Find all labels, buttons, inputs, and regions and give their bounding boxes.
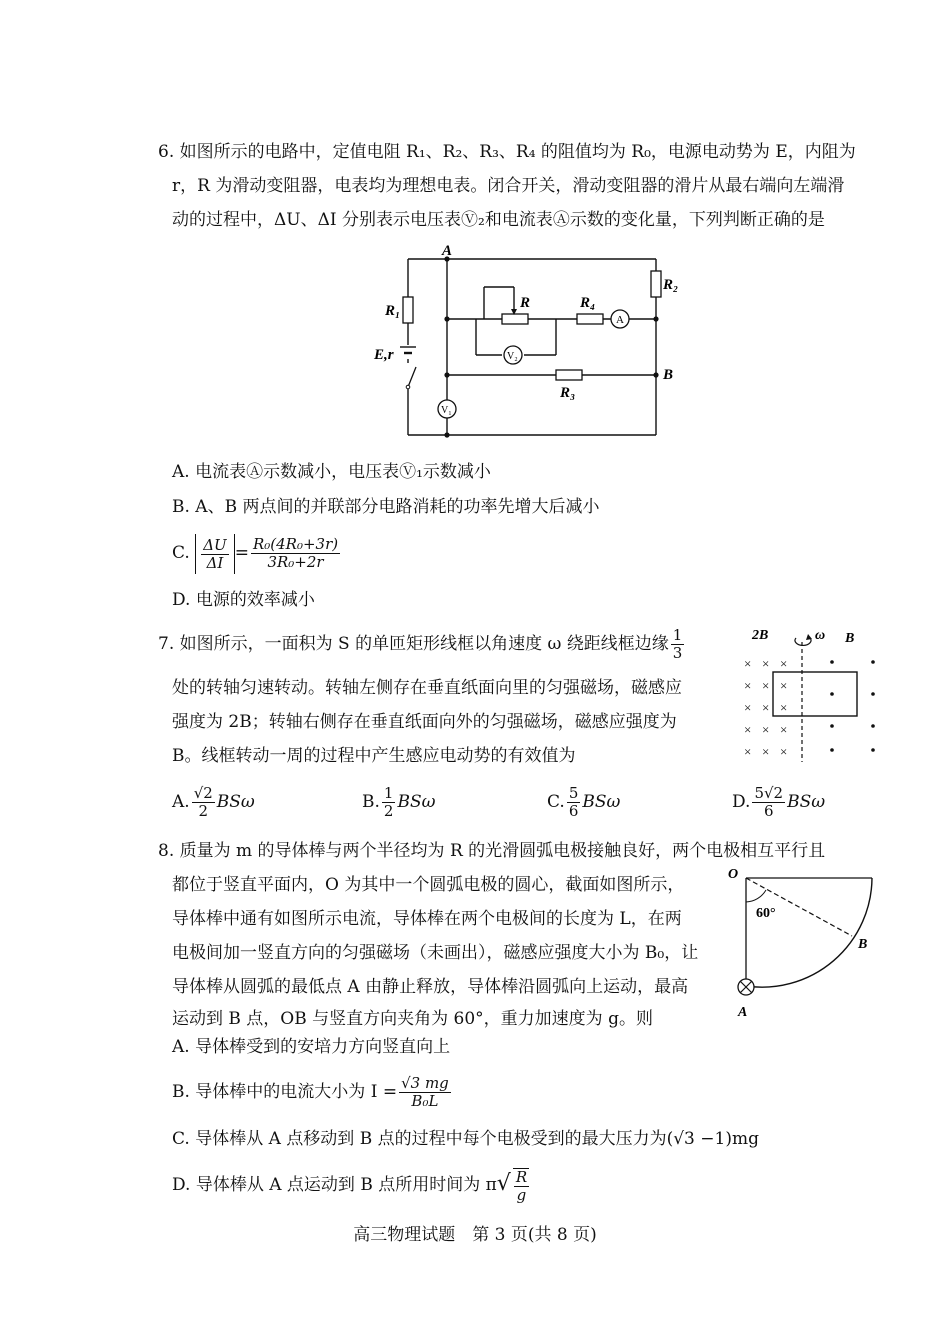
field-b-label: B bbox=[845, 631, 855, 646]
r-label: R bbox=[520, 295, 531, 311]
point-b-label: B bbox=[858, 937, 868, 952]
q6-c-den: 3R₀+2r bbox=[267, 553, 324, 571]
q6-stem-1: 如图所示的电路中，定值电阻 R₁、R₂、R₃、R₄ 的阻值均为 R₀，电源电动势为 E，内阻为 bbox=[179, 142, 856, 162]
svg-text:×: × bbox=[762, 700, 770, 715]
resistor-r1 bbox=[403, 297, 413, 323]
svg-text:×: × bbox=[762, 744, 770, 759]
q7-option-b: B. $\frac{1}{2}$ BSω bbox=[362, 784, 436, 820]
q8-d-den: g bbox=[516, 1185, 527, 1204]
arc-electrode-diagram bbox=[722, 862, 882, 1022]
q6-line2: r，R 为滑动变阻器，电表均为理想电表。闭合开关，滑动变阻器的滑片从最右端向左端滑 bbox=[172, 176, 845, 196]
svg-text:×: × bbox=[762, 678, 770, 693]
arc-electrode bbox=[746, 878, 872, 987]
circuit-diagram bbox=[374, 243, 700, 445]
svg-text:×: × bbox=[744, 744, 752, 759]
q6-option-c bbox=[172, 533, 342, 574]
q7-stem-1: 7. 如图所示，一面积为 S 的单匝矩形线框以角速度 ω 绕距线框边缘 bbox=[158, 634, 669, 654]
q7-line3: 强度为 2B；转轴右侧存在垂直纸面向外的匀强磁场，磁感应强度为 bbox=[172, 712, 677, 732]
point-a-label: A bbox=[738, 1005, 748, 1020]
q6-line3: 动的过程中，ΔU、ΔI 分别表示电压表Ⓥ₂和电流表Ⓐ示数的变化量，下列判断正确的是 bbox=[172, 210, 825, 230]
svg-text:×: × bbox=[744, 700, 752, 715]
center-o-label: O bbox=[728, 867, 739, 882]
q8-line4: 电极间加一竖直方向的匀强磁场（未画出），磁感应强度大小为 B₀，让 bbox=[172, 943, 699, 963]
q7-option-c: C. $\frac{5}{6}$ BSω bbox=[547, 784, 621, 820]
q7-line1 bbox=[158, 626, 686, 662]
q6-option-d: D. 电源的效率减小 bbox=[172, 590, 315, 610]
resistor-r4 bbox=[577, 314, 603, 324]
q6-option-a: A. 电流表Ⓐ示数减小，电压表Ⓥ₁示数减小 bbox=[172, 462, 491, 482]
q8-line5: 导体棒从圆弧的最低点 A 由静止释放，导体棒沿圆弧向上运动，最高 bbox=[172, 977, 689, 997]
svg-text:×: × bbox=[780, 678, 788, 693]
svg-text:×: × bbox=[780, 722, 788, 737]
svg-text:×: × bbox=[780, 744, 788, 759]
q6-c-num: R₀(4R₀+3r) bbox=[252, 535, 339, 553]
svg-text:×: × bbox=[780, 700, 788, 715]
er-label: E,r bbox=[374, 347, 394, 363]
q6-c-lhs-den: ΔI bbox=[206, 553, 224, 572]
q8-option-d-text: D. 导体棒从 A 点运动到 B 点所用时间为 π bbox=[172, 1175, 497, 1195]
q6-c-lhs-num: ΔU bbox=[203, 535, 227, 554]
svg-text:×: × bbox=[762, 722, 770, 737]
dot-field-marks bbox=[830, 660, 875, 752]
q7-option-d: D. $\frac{5√2}{6}$ BSω bbox=[732, 784, 826, 820]
r3-label: R₃ bbox=[560, 385, 576, 401]
ammeter-label: A bbox=[616, 314, 624, 326]
resistor-r2 bbox=[651, 271, 661, 297]
q7-frac-num: 1 bbox=[672, 626, 683, 644]
q7-frac-den: 3 bbox=[672, 644, 683, 662]
rotating-loop-diagram bbox=[740, 622, 890, 767]
q8-b-num: √3 mg bbox=[401, 1074, 449, 1092]
q7-option-a: A. $\frac{√2}{2}$ BSω bbox=[172, 784, 255, 820]
q7-line4: B。线框转动一周的过程中产生感应电动势的有效值为 bbox=[172, 746, 576, 766]
svg-text:×: × bbox=[744, 722, 752, 737]
q8-option-d: D. 导体棒从 A 点运动到 B 点所用时间为 π√ $\frac{R}{g}$ bbox=[172, 1167, 528, 1204]
field-2b-label: 2B bbox=[752, 628, 769, 643]
q8-option-a: A. 导体棒受到的安培力方向竖直向上 bbox=[172, 1037, 451, 1057]
q6-option-c-label: C. bbox=[172, 543, 190, 563]
q6-number: 6. bbox=[158, 142, 175, 162]
rheostat-r bbox=[502, 314, 528, 324]
q8-line3: 导体棒中通有如图所示电流，导体棒在两个电极间的长度为 L，在两 bbox=[172, 909, 682, 929]
q7-line2: 处的转轴匀速转动。转轴左侧存在垂直纸面向里的匀强磁场，磁感应 bbox=[172, 678, 682, 698]
q8-option-b-text: B. 导体棒中的电流大小为 I = bbox=[172, 1082, 398, 1102]
q6-line1 bbox=[158, 141, 856, 163]
svg-text:×: × bbox=[744, 678, 752, 693]
v2-label: V₂ bbox=[507, 351, 518, 362]
v1-label: V₁ bbox=[441, 405, 452, 416]
svg-text:×: × bbox=[762, 656, 770, 671]
node-b-label: B bbox=[663, 367, 674, 383]
node-a-label: A bbox=[442, 243, 453, 259]
svg-text:×: × bbox=[744, 656, 752, 671]
q8-line6: 运动到 B 点，OB 与竖直方向夹角为 60°，重力加速度为 g。则 bbox=[172, 1009, 653, 1029]
angle-label: 60° bbox=[756, 906, 776, 921]
q8-d-num: R bbox=[515, 1167, 528, 1186]
resistor-r3 bbox=[556, 370, 582, 380]
q8-line1: 8. 质量为 m 的导体棒与两个半径均为 R 的光滑圆弧电极接触良好，两个电极相互平行且 bbox=[158, 841, 826, 861]
r2-label: R₂ bbox=[663, 277, 679, 293]
q6-option-c-abs bbox=[195, 534, 234, 574]
q6-c-eq: = bbox=[234, 543, 249, 563]
q8-line2: 都位于竖直平面内，O 为其中一个圆弧电极的圆心，截面如图所示， bbox=[172, 875, 685, 895]
omega-label: ω bbox=[815, 628, 826, 643]
q8-option-c: C. 导体棒从 A 点移动到 B 点的过程中每个电极受到的最大压力为(√3 −1)mg bbox=[172, 1129, 759, 1149]
q8-b-den: B₀L bbox=[411, 1092, 439, 1110]
svg-text:×: × bbox=[780, 656, 788, 671]
r1-label: R₁ bbox=[385, 303, 401, 319]
r4-label: R₄ bbox=[580, 295, 596, 311]
q6-option-b: B. A、B 两点间的并联部分电路消耗的功率先增大后减小 bbox=[172, 497, 600, 517]
page-footer: 高三物理试题 第 3 页(共 8 页) bbox=[353, 1225, 597, 1245]
q8-option-b bbox=[172, 1072, 453, 1112]
